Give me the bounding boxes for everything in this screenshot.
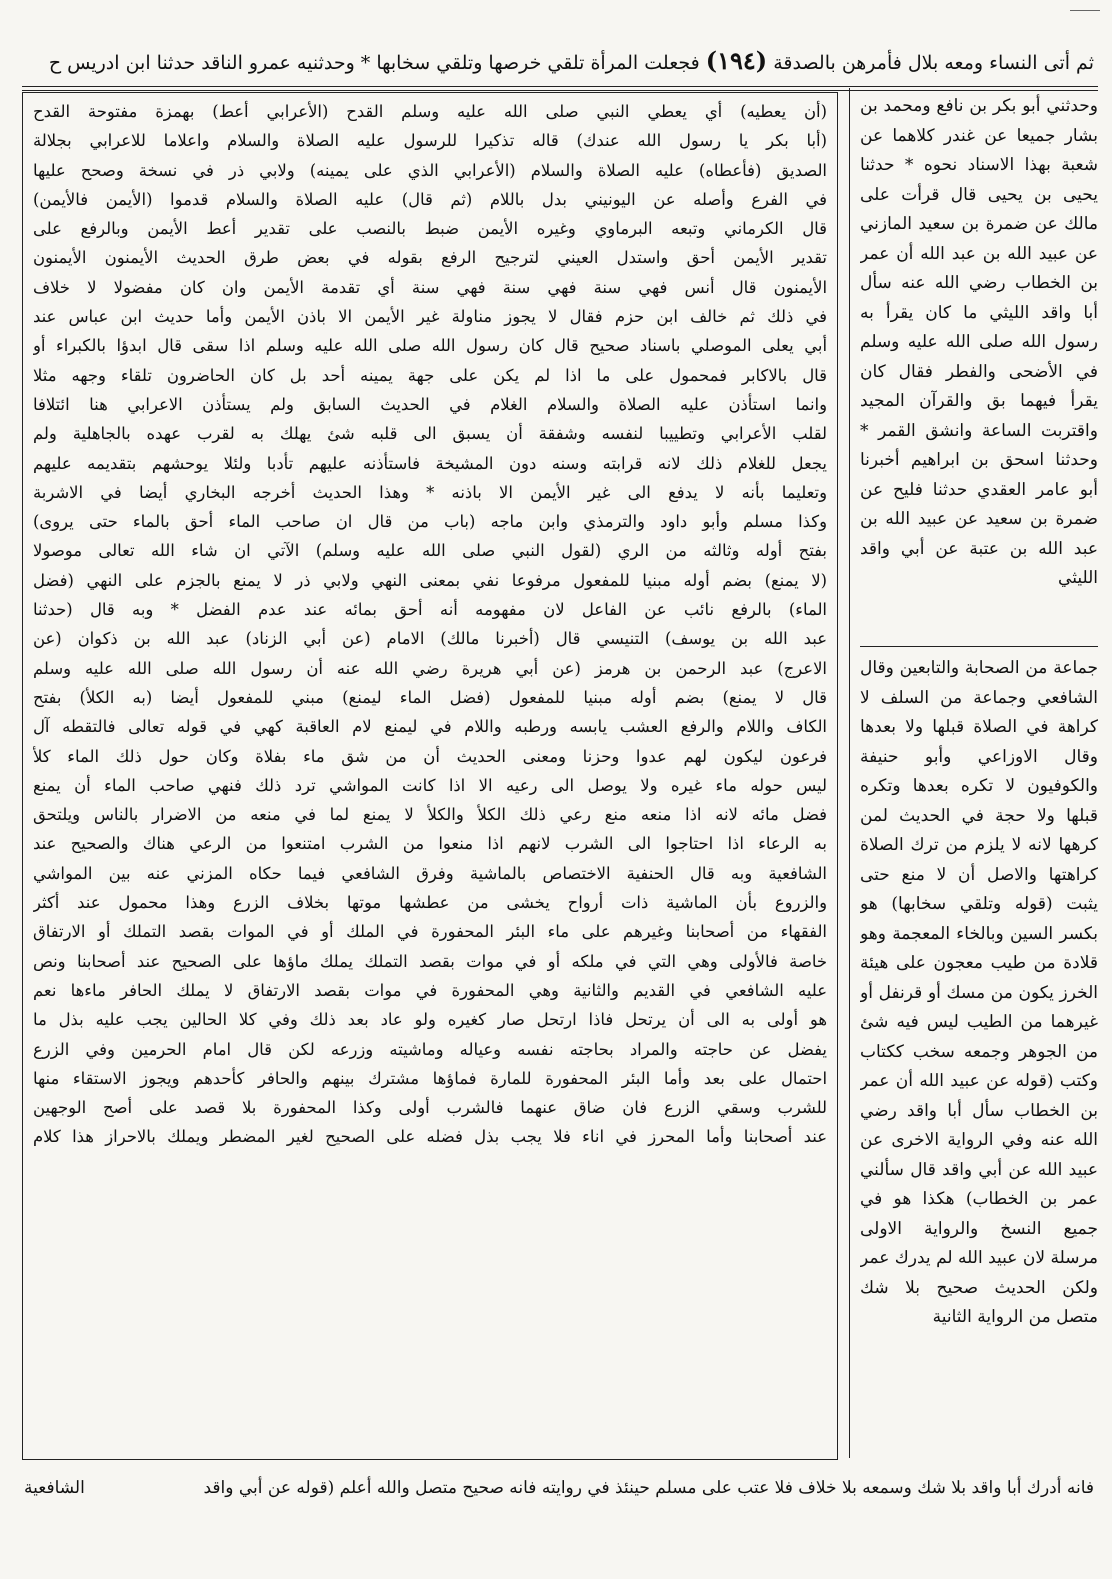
commentary-line: قال لا يمنع) بضم أوله مبنيا للمفعول (فضل الماء ليمنع) مبني للمفعول أيضا (به الكلأ) بفتح: [33, 687, 827, 707]
page-footer: [24, 1470, 1094, 1506]
commentary-line: تقدير الأيمن أحق واستدل العيني لترجيح الرفع بقوله في بعض طرق الحديث الأيمنون الأيمنون: [33, 248, 827, 268]
column-border: [849, 88, 850, 1458]
commentary-line: في الفرع وأصله عن اليونيني بدل باللام (ثم قال) عليه الصلاة والسلام قدموا (الأيمن فالأيمن): [33, 189, 827, 209]
commentary-line: فضل مائه لانه اذا منعه منع رعي ذلك الكلأ والكلأ لا يمنع لما في منعه من الاضرار بالناس ويلتحق: [33, 805, 827, 825]
scan-mark: [1070, 10, 1100, 11]
commentary-line: الأيمنون قال أنس فهي سنة فهي سنة فهي سنة أي تقدمة الأيمن وان كان مفضولا لا خلاف: [33, 277, 827, 297]
commentary-line: والزروع بأن الماشية ذات أرواح يخشى من عطشها موتها بخلاف الزرع وهذا محمول عند أكثر: [33, 893, 827, 913]
commentary-line: الماء) بالرفع نائب عن الفاعل لان مفهومه أنه أحق بمائه عند عدم الفضل * وبه قال (حدثنا: [33, 600, 827, 620]
commentary-line: الاعرج) عبد الرحمن بن هرمز (عن أبي هريرة رضي الله عنه أن رسول الله صلى الله عليه وسلم: [33, 658, 827, 678]
commentary-line: بفتح أوله وثالثه من الري (لقول النبي صلى الله عليه وسلم) الآتي ان شاء الله تعالى موصولا: [33, 541, 827, 561]
commentary-line: يفضل عن حاجته والمراد بحاجته نفسه وعياله وماشيته وزرعه لكن قال امام الحرمين وفي الزرع: [33, 1039, 827, 1059]
commentary-line: لقلب الأعرابي وتطييبا لنفسه وشفقة أن يسبق الى قلبه شئ يهلك به لقرب عهده بالجاهلية ولم: [33, 424, 827, 444]
commentary-line: أبي يعلى الموصلي باسناد صحيح قال كان رسول الله صلى الله عليه وسلم اذا سقى قال ابدؤا بالكبراء أو: [33, 336, 827, 356]
commentary-line: ليس حوله ماء غيره ولا يوصل الى رعيه الا اذا كانت المواشي ترد ذلك فنهي صاحب الماء أن يمنع: [33, 775, 827, 795]
commentary-line: الشافعية وبه قال الحنفية الاختصاص بالماشية وفرق الشافعي فيما حكاه المزني عنه بين المواشي: [33, 863, 827, 883]
commentary-line: عبد الله بن يوسف) التنيسي قال (أخبرنا مالك) الامام (عن أبي الزناد) عبد الله بن ذكوان (عن: [33, 629, 827, 649]
commentary-line: وتعليما بأنه لا يدفع الى غير الأيمن الا باذنه * وهذا الحديث أخرجه البخاري أيضا في الاشربة: [33, 482, 827, 502]
commentary-line: (أن يعطيه) أي يعطي النبي صلى الله عليه وسلم القدح (الأعرابي أعط) بهمزة مفتوحة القدح: [33, 102, 827, 121]
commentary-line: (أبا بكر يا رسول الله عندك) قاله تذكيرا للرسول عليه الصلاة والسلام واعلاما للاعرابي بجلالة: [33, 131, 827, 151]
matn-column: وحدثني أبو بكر بن نافع ومحمد بن بشار جميعا عن غندر كلاهما عن شعبة بهذا الاسناد نحوه * حدثنا يحيى بن يحيى قال قرأت على مالك عن ضمرة بن سعيد المازني عن عبيد الله بن عبد الله أن عمر بن الخطاب رضي الله عنه سأل أبا واقد الليثي ما كان يقرأ به رسول الله صلى الله عليه وسلم في الأضحى والفطر فقال كان يقرأ فيهما بق والقرآن المجيد واقتربت الساعة وانشق القمر * وحدثنا اسحق بن ابراهيم أخبرنا أبو عامر العقدي حدثنا فليح عن ضمرة بن سعيد عن عبيد الله بن عبد الله بن عتبة عن أبي واقد الليثي: [860, 96, 1098, 588]
commentary-line: وكذا مسلم وأبو داود والترمذي وابن ماجه (باب من قال ان صاحب الماء أحق بالماء حتى يروى): [33, 512, 827, 532]
header-text-before: ثم أتى النساء ومعه بلال فأمرهن بالصدقة: [773, 52, 1094, 74]
commentary-line: عند أصحابنا وأما المحرز في اناء فلا يجب بذل فضله على الصحيح لغير المضطر ويملك بالاحراز هذا كلام: [33, 1127, 827, 1147]
margin-commentary-box: [22, 92, 838, 1460]
commentary-line: للشرب وسقي الزرع فان ضاق عنهما فالشرب أولى وكذا المحفورة بلا قصد على أصح الوجهين: [33, 1098, 827, 1118]
commentary-line: الكاف واللام والرفع العشب يابسه ورطبه واللام في ليمنع لام العاقبة كهي في قوله تعالى فالتقطه آل: [33, 717, 827, 737]
commentary-line: الفقهاء من أصحابنا وغيرهم على ماء البئر المحفورة في الملك أو في الموات بقصد التملك أو الارتفاق: [33, 922, 827, 942]
commentary-line: الصديق (فأعطاه) عليه الصلاة والسلام (الأعرابي الذي على يمينه) ولابي ذر في نسخة وصحح عليها: [33, 160, 827, 180]
commentary-line: هو أولى به الى أن يرتحل فاذا ارتحل صار كغيره ولو عاد بعد ذلك وفي كلا الحالين يجب عليه بذل ما: [33, 1010, 827, 1030]
commentary-line: احتمال على بعد وأما البئر المحفورة للمارة فماؤها مشترك بينهم والحافر كأحدهم ويجوز الاستقاء منها: [33, 1068, 827, 1088]
header-rule: [22, 86, 1098, 91]
commentary-line: في ذلك ثم خالف ابن حزم فقال لا يجوز مناولة غير الأيمن الا باذن الأيمن وأما حديث ابن عباس عند: [33, 307, 827, 327]
page-header: [24, 40, 1094, 82]
header-text-after: فجعلت المرأة تلقي خرصها وتلقي سخابها * وحدثنيه عمرو الناقد حدثنا ابن ادريس ح: [48, 52, 700, 74]
column-divider: [860, 646, 1098, 647]
commentary-line: عليه الشافعي في القديم والثانية وهي المحفورة في موات بقصد الارتفاق لا يملك الحافر ماءها نعم: [33, 980, 827, 1000]
commentary-line: قال الكرماني وتبعه البرماوي وغيره الأيمن ضبط بالنصب على تقدير أعط الأيمن وبالرفع على: [33, 219, 827, 239]
commentary-line: به الرعاء اذا احتاجوا الى الشرب لانهم اذا منعوا من الشرب امتنعوا من الرعي هناك والصحيح عند: [33, 834, 827, 854]
commentary-line: قال بالاكابر فمحمول على ما اذا لم يكن على جهة يمينه أحد بل كان الحاضرون تلقاء وجهه مثلا: [33, 365, 827, 385]
commentary-line: وانما استأذن عليه الصلاة والسلام الغلام في الحديث السابق ولم يستأذن الاعرابي هنا ائتلافا: [33, 394, 827, 414]
commentary-line: خاصة فالأولى وهي التي في ملكه أو في موات بقصد التملك يملك ماؤها على الصحيح عند أصحابنا ونص: [33, 951, 827, 971]
footer-text: فانه أدرك أبا واقد بلا شك وسمعه بلا خلاف فلا عتب على مسلم حينئذ في روايته فانه صحيح متصل والله أعلم (قوله عن أبي واقد: [203, 1478, 1094, 1498]
page-number: (١٩٤): [705, 46, 768, 75]
commentary-line: يجعل للغلام ذلك لانه قرابته وسنه دون المشيخة فاستأذنه عليهم تأدبا ولئلا يوحشهم بتقديمه عليهم: [33, 453, 827, 473]
sharh-column: جماعة من الصحابة والتابعين وقال الشافعي وجماعة من السلف لا كراهة في الصلاة قبلها ولا بعدها وقال الاوزاعي وأبو حنيفة والكوفيون لا تكره بعدها وتكره قبلها ولا حجة في الحديث لمن كرهها لانه لا يلزم من ترك الصلاة كراهتها والاصل أن لا منع حتى يثبت (قوله وتلقي سخابها) هو بكسر السين وبالخاء المعجمة وهو قلادة من طيب معجون على هيئة الخرز يكون من مسك أو قرنفل أو غيرهما من الطيب ليس فيه شئ من الجوهر وجمعه سخب ككتاب وكتب (قوله عن عبيد الله أن عمر بن الخطاب سأل أبا واقد رضي الله عنه وفي الرواية الاخرى عن عبيد الله عن أبي واقد قال سألني عمر بن الخطاب) هكذا هو في جميع النسخ والرواية الاولى مرسلة لان عبيد الله لم يدرك عمر ولكن الحديث صحيح بلا شك متصل من الرواية الثانية: [860, 658, 1098, 1327]
commentary-line: فرعون ليكون لهم عدوا وحزنا ومعنى الحديث أن من شق ماء بفلاة وكان حول ذلك الماء كلأ: [33, 746, 827, 766]
catchword: الشافعية: [24, 1478, 85, 1498]
commentary-line: (لا يمنع) بضم أوله مبنيا للمفعول مرفوعا نفي بمعنى النهي ولابي ذر لا يمنع بالجزم على النهي (فضل: [33, 570, 827, 590]
